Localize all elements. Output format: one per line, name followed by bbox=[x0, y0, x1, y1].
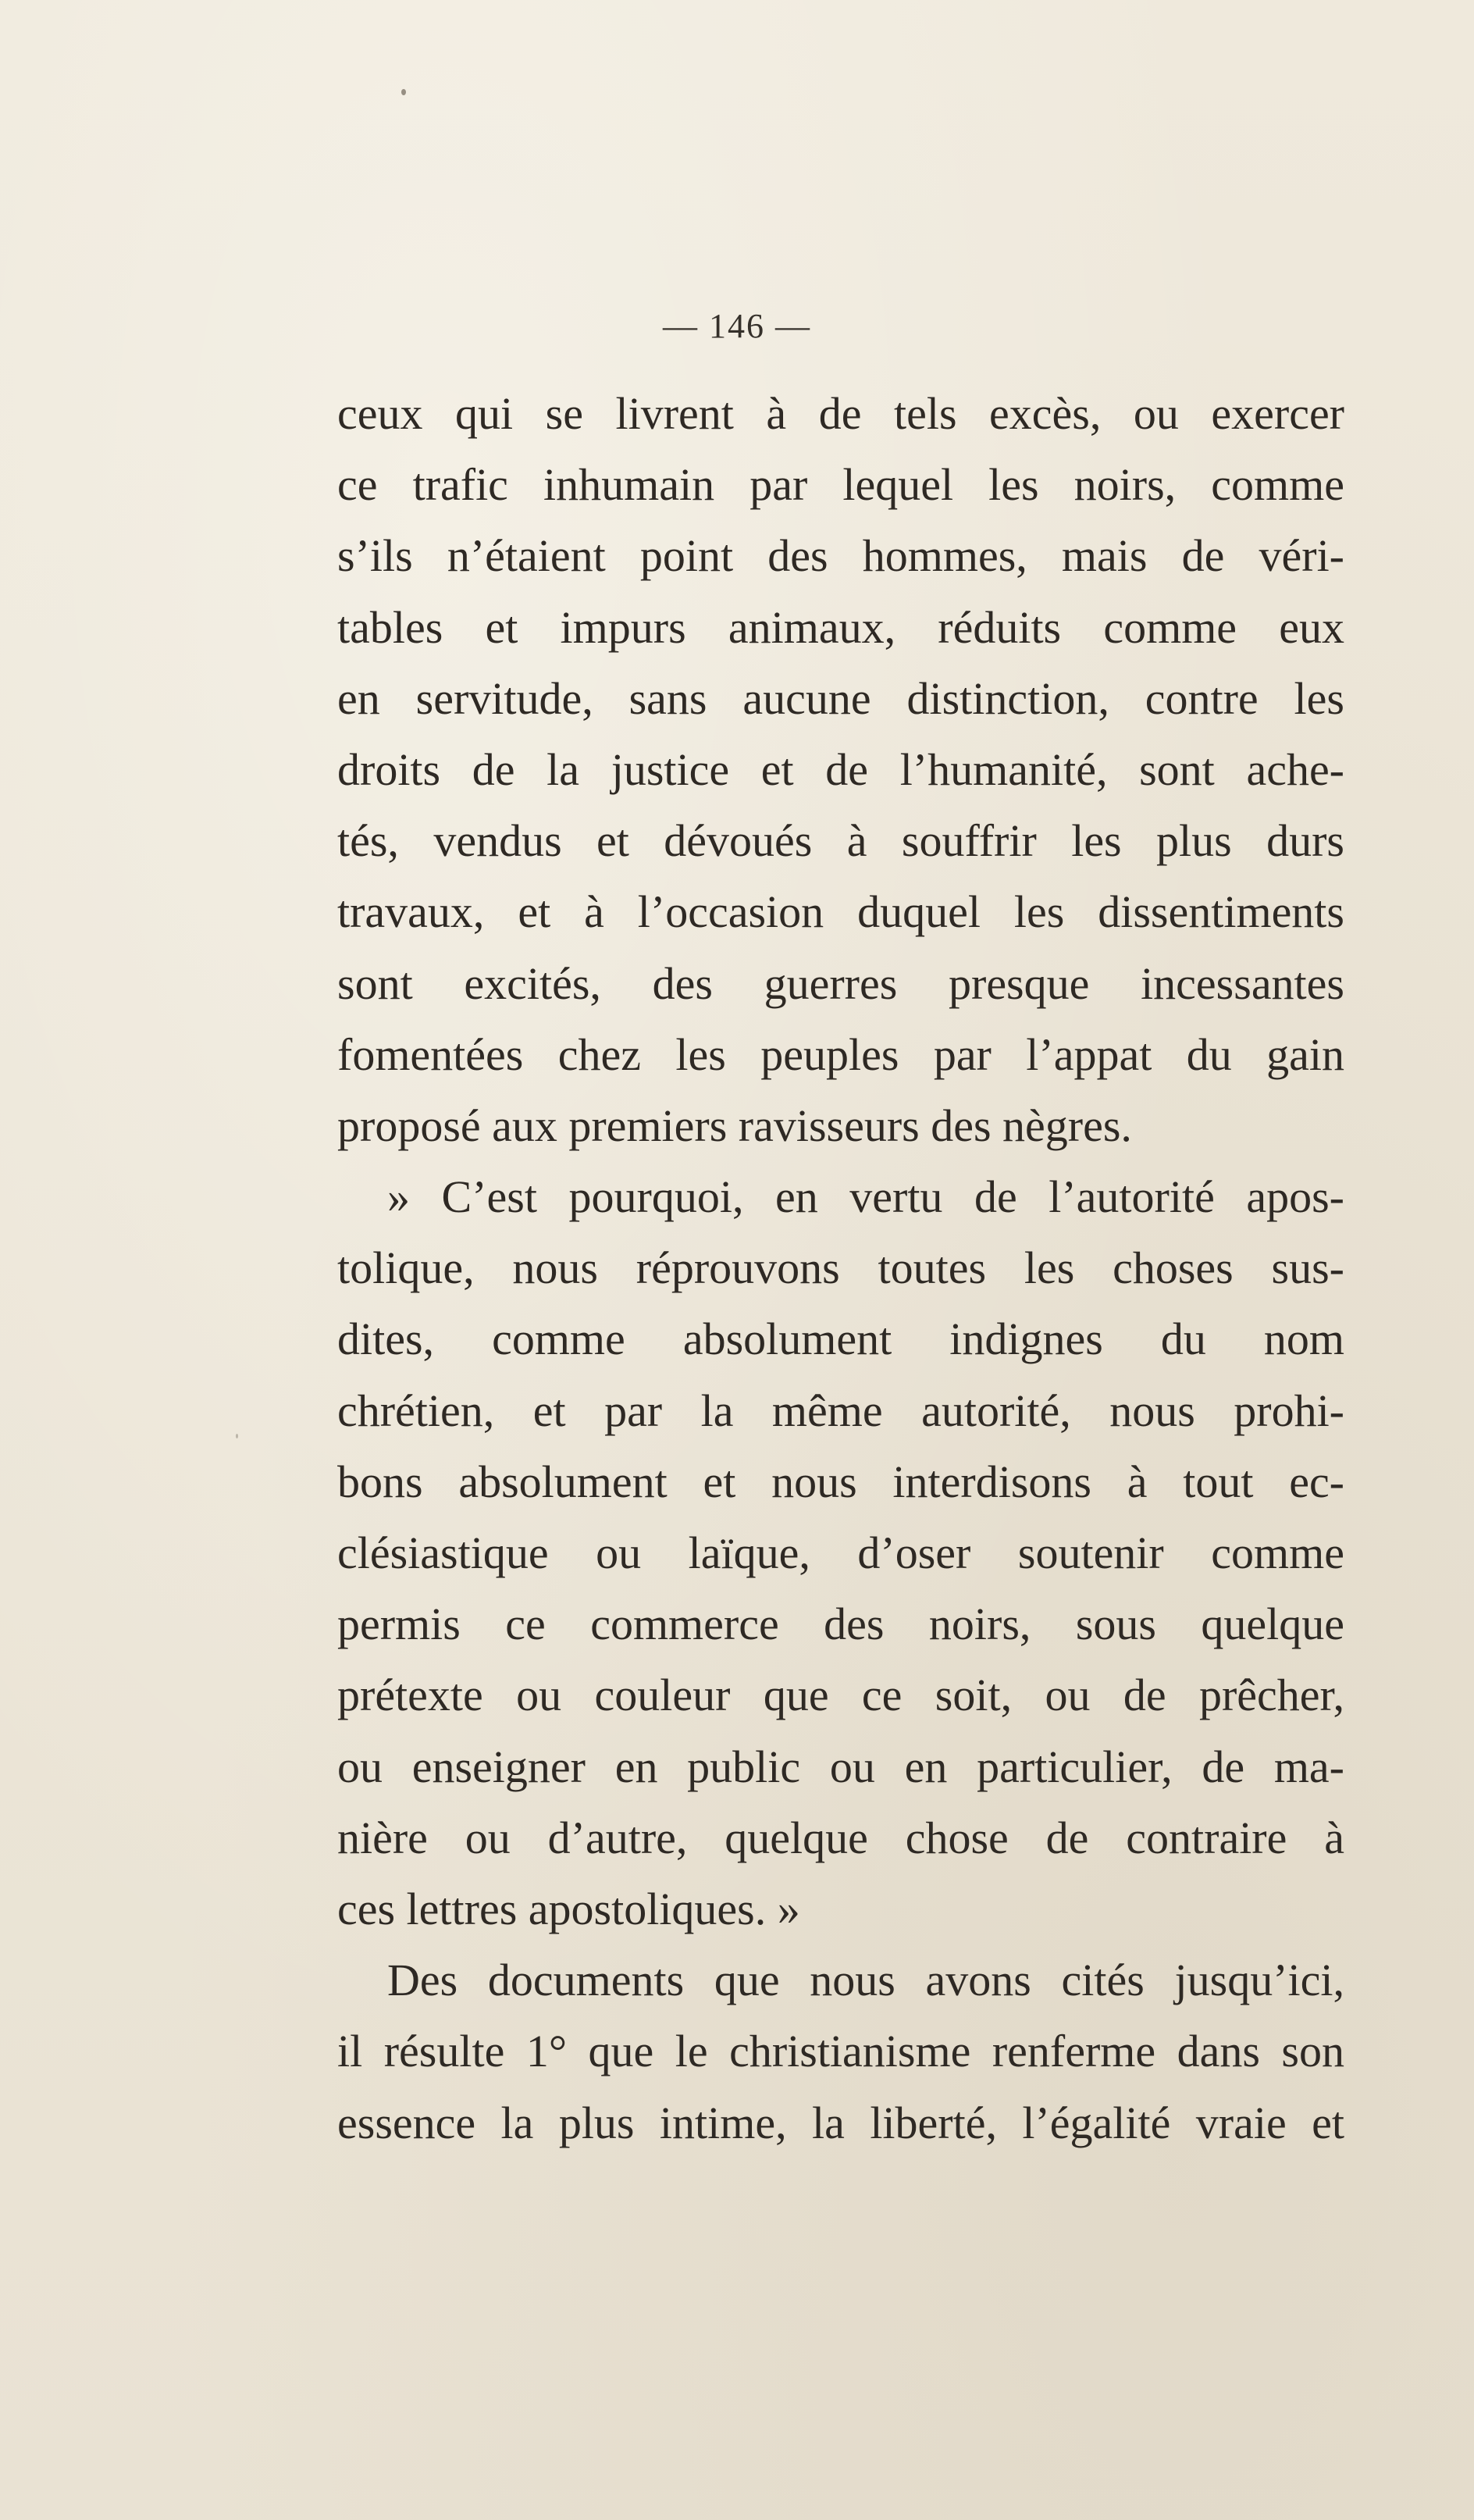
text-line: chrétien, et par la même autorité, nous prohi- bbox=[337, 1385, 1344, 1436]
text-line: il résulte 1° que le christianisme renferme dans son bbox=[337, 2026, 1344, 2077]
text-line: ou enseigner en public ou en particulier, de ma- bbox=[337, 1741, 1344, 1792]
ink-speck bbox=[401, 89, 406, 95]
text-line: ce trafic inhumain par lequel les noirs, comme bbox=[337, 459, 1344, 511]
text-line: dites, comme absolument indignes du nom bbox=[337, 1313, 1344, 1365]
text-line: s’ils n’étaient point des hommes, mais de véri- bbox=[337, 530, 1344, 582]
text-line: prétexte ou couleur que ce soit, ou de prêcher, bbox=[337, 1670, 1344, 1721]
paragraph-start: Des documents que nous avons cités jusqu’ici, bbox=[387, 1955, 1344, 2006]
ink-speck bbox=[236, 1434, 238, 1438]
text-line: nière ou d’autre, quelque chose de contraire à bbox=[337, 1812, 1344, 1863]
text-line: permis ce commerce des noirs, sous quelque bbox=[337, 1599, 1344, 1650]
paragraph-end-line: proposé aux premiers ravisseurs des nègres. bbox=[337, 1100, 1132, 1151]
text-line: essence la plus intime, la liberté, l’égalité vraie et bbox=[337, 2097, 1344, 2148]
text-line: droits de la justice et de l’humanité, sont ache- bbox=[337, 743, 1344, 795]
text-line: tables et impurs animaux, réduits comme eux bbox=[337, 601, 1344, 653]
text-line: clésiastique ou laïque, d’oser soutenir comme bbox=[337, 1527, 1344, 1578]
quote-paragraph-start: » C’est pourquoi, en vertu de l’autorité apos- bbox=[387, 1171, 1344, 1223]
body-text bbox=[337, 378, 1344, 2158]
page-number: — 146 — bbox=[663, 307, 811, 345]
text-line: tolique, nous réprouvons toutes les choses sus- bbox=[337, 1242, 1344, 1294]
text-line: en servitude, sans aucune distinction, contre les bbox=[337, 672, 1344, 724]
text-line: sont excités, des guerres presque incessantes bbox=[337, 957, 1344, 1009]
text-line: travaux, et à l’occasion duquel les dissentiments bbox=[337, 886, 1344, 938]
text-line: fomentées chez les peuples par l’appat du gain bbox=[337, 1028, 1344, 1080]
text-line: bons absolument et nous interdisons à tout ec- bbox=[337, 1456, 1344, 1507]
text-line: tés, vendus et dévoués à souffrir les plus durs bbox=[337, 815, 1344, 867]
paragraph-end-line: ces lettres apostoliques. » bbox=[337, 1883, 800, 1934]
text-line: ceux qui se livrent à de tels excès, ou exercer bbox=[337, 388, 1344, 439]
